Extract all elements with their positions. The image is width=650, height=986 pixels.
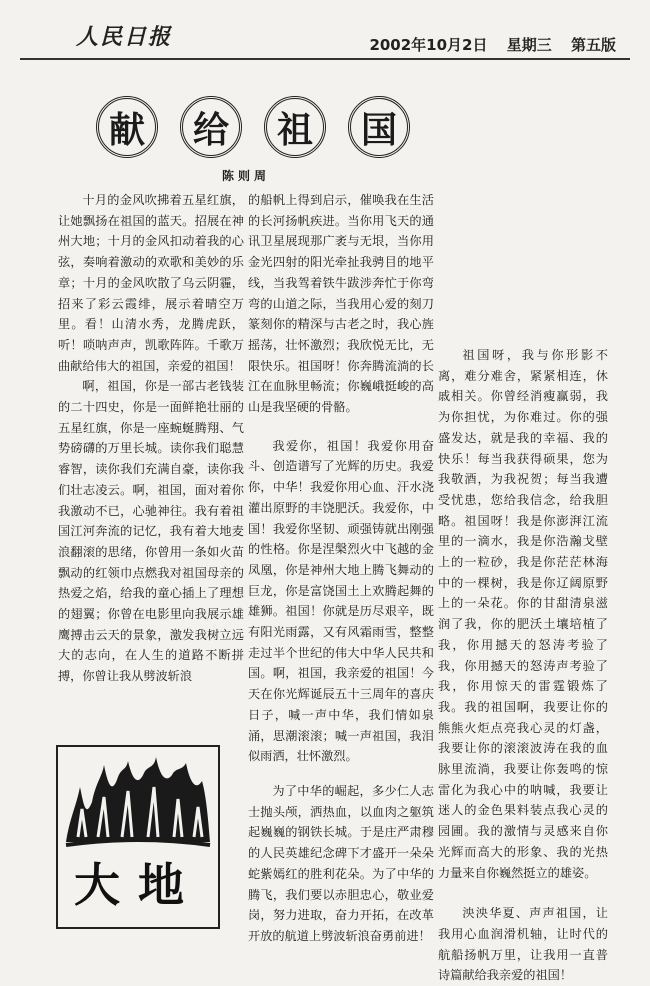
article-title <box>96 96 410 158</box>
author-byline: 陈则周 <box>222 169 271 183</box>
article-column-3 <box>438 345 608 986</box>
paragraph: 我爱你，祖国！我爱你用奋斗、创造谱写了光辉的历史。我爱你，中华！我爱你用心血、汗水浇灌出原野的丰饶肥沃。我爱你，中国！我爱你坚韧、顽强铸就出刚强的性格。你是涅槃烈火中飞越的金凤凰，你是神州大地上腾飞舞动的巨龙，你是富饶国土上欢腾起舞的雄狮。祖国！你就是历尽艰辛，既有阳光雨露，又有风霜雨雪，整整走过半个世纪的伟大中华人民共和国。啊，祖国，我亲爱的祖国！今天在你光辉诞辰五十三周年的喜庆日子，喊一声中华，我们情如泉涌，思潮滚滚；喊一声祖国，我泪似雨洒，壮怀激烈。 <box>248 438 434 764</box>
issue-weekday: 星期三 <box>506 36 552 54</box>
woodcut-vegetation <box>66 757 210 842</box>
title-char: 给 <box>180 96 242 158</box>
paragraph: 啊，祖国，你是一部古老钱装的二十四史，你是一面鲜艳壮丽的五星红旗，你是一座蜿蜒腾翔、气势磅礴的万里长城。读你我们聪慧睿智，读你我们充满自豪，读你我们壮志凌云。啊，祖国，面对着你我激动不已，心驰神往。我有着祖国江河奔流的记忆，我有着大地麦浪翻滚的思绪，你曾用一条如火苗飘动的红领巾点燃我对祖国母亲的热爱之焰，给我的童心插上了理想的翅翼；你曾在电影里向我展示雄鹰搏击云天的景象，激发我树立远大的志向，在人生的道路不断拼搏，你曾让我从劈波斩浪 <box>58 379 244 684</box>
issue-edition: 第五版 <box>570 36 616 54</box>
title-char: 国 <box>348 96 410 158</box>
paragraph: 的船帆上得到启示，催唤我在生活的长河扬帆疾进。当你用飞天的通讯卫星展现那广袤与无垠，当你用金光四射的阳光牵扯我骋目的地平线，当我驾着铁牛跋涉奔忙于你弯弯的山道之际，当我用心爱的刻刀篆刻你的精深与古老之时，我心旌摇荡，壮怀激烈；我欣悦无比，无限快乐。祖国呀！你奔腾流淌的长江在血脉里畅流；你巍峨挺峻的高山是我坚硬的骨骼。 <box>248 193 434 415</box>
woodcut-caption: 大地 <box>74 858 202 912</box>
title-char: 献 <box>96 96 158 158</box>
header-rule <box>20 58 630 60</box>
article-column-2 <box>248 190 434 947</box>
dateline <box>355 34 616 55</box>
woodcut-ground <box>66 840 210 845</box>
paragraph: 泱泱华夏、声声祖国，让我用心血润滑机轴，让时代的航船扬帆万里，让我用一直普诗篇献给我亲爱的祖国！ <box>438 906 608 983</box>
paragraph: 为了中华的崛起，多少仁人志士抛头颅，洒热血，以血肉之躯筑起巍巍的钢铁长城。于是庄严肃穆的人民英雄纪念碑下才盛开一朵朵蛇紫嫣红的胜利花朵。为了中华的腾飞，我们要以赤胆忠心，敬业爱岗，努力进取，奋力开拓，在改革开放的航道上劈波斩浪奋勇前进！ <box>248 783 434 943</box>
issue-date: 2002年10月2日 <box>369 36 488 54</box>
article-column-1 <box>58 190 244 687</box>
newspaper-masthead: 人民日报 <box>76 24 173 50</box>
paragraph: 祖国呀，我与你形影不离，难分难舍，紧紧相连，休戚相关。你曾经消瘦赢弱，我为你担忧，为你难过。你的强盛发达，就是我的幸福、我的快乐！每当我获得硕果，您为我敬酒，为我祝贺；每当我遭受忧患，您给我信念，给我胆略。祖国呀！我是你澎湃江流里的一滴水，我是你浩瀚戈壁上的一粒砂，我是你茫茫林海中的一棵树，我是你辽阔原野上的一朵花。你的甘甜清泉滋润了我，你的肥沃土壤培植了我，你用撼天的怒涛考验了我，你用撼天的怒涛声考验了我，你用惊天的雷霆锻炼了我。我的祖国啊，我要让你的熊熊火炬点亮我心灵的灯盏，我要让你的滚滚波涛在我的血脉里流淌，我要让你轰鸣的惊雷化为我心中的呐喊，我要让迷人的金色果料装点我心灵的园圃。我的激情与灵感来自你光辉而高大的形象、我的光热力量来自你巍然挺立的雄姿。 <box>438 348 608 880</box>
woodcut-illustration <box>56 745 220 929</box>
paragraph: 十月的金风吹拂着五星红旗，让她飘扬在祖国的蓝天。招展在神州大地；十月的金风扣动着我的心弦，奏响着激动的欢歌和美妙的乐章；十月的金风吹散了乌云阴霾，招来了彩云霞绯，展示着晴空万里。看！山清水秀，龙腾虎跃，听！唢呐声声，凯歌阵阵。千歌万曲献给伟大的祖国，亲爱的祖国！ <box>58 193 244 373</box>
title-char: 祖 <box>264 96 326 158</box>
